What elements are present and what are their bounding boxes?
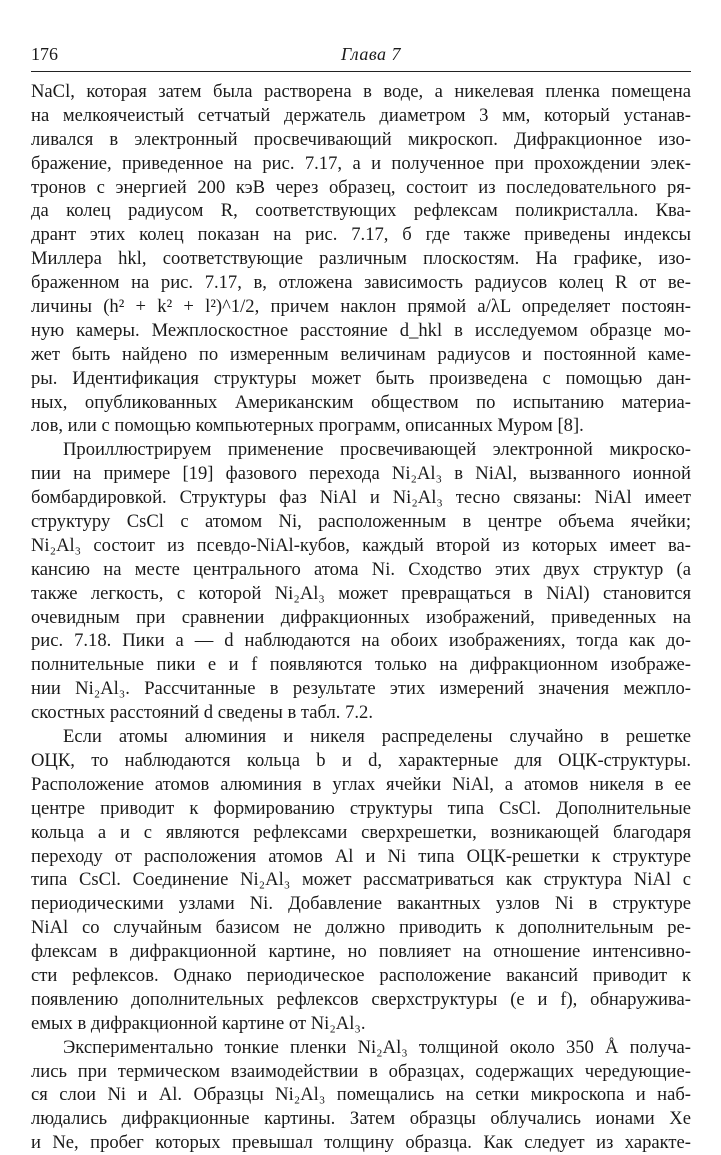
header-rule	[31, 71, 691, 72]
text-line: пии на примере [19] фазового перехода Ni₂Al₃ в NiAl, вызванного ионной	[31, 463, 691, 485]
text-line: рис. 7.18. Пики a — d наблюдаются на обоих изображениях, тогда как до-	[31, 630, 691, 652]
text-line: Экспериментально тонкие пленки Ni₂Al₃ толщиной около 350 Å получа-	[63, 1036, 691, 1058]
text-line: Миллера hkl, соответствующие различным плоскостям. На графике, изо-	[31, 248, 691, 270]
text-line: полнительные пики e и f появляются только на дифракционном изображе-	[31, 654, 691, 676]
text-line: ры. Идентификация структуры может быть произведена с помощью дан-	[31, 367, 691, 389]
text-line: лов, или с помощью компьютерных программ, описанных Муром [8].	[31, 415, 584, 437]
text-line: флексам в дифракционной картине, но повлияет на отношение интенсивно-	[31, 941, 691, 963]
text-line: Ni₂Al₃ состоит из псевдо-NiAl-кубов, каждый второй из которых имеет ва-	[31, 534, 691, 556]
text-line: кансию на месте центрального атома Ni. Сходство этих двух структур (а	[31, 558, 691, 580]
text-line: структуру CsCl с атомом Ni, расположенным в центре объема ячейки;	[31, 511, 691, 533]
text-line: ную камеры. Межплоскостное расстояние d_hkl в исследуемом образце мо-	[31, 319, 691, 341]
text-line: типа CsCl. Соединение Ni₂Al₃ может рассматриваться как структура NiAl с	[31, 869, 691, 891]
text-line: скостных расстояний d сведены в табл. 7.2.	[31, 702, 373, 724]
text-line: Проиллюстрируем применение просвечивающей электронной микроско-	[63, 439, 691, 461]
text-line: NiAl со случайным базисом не должно приводить к дополнительным ре-	[31, 917, 691, 939]
text-line: личины (h² + k² + l²)^1/2, причем наклон прямой a/λL определяет постоян-	[31, 296, 691, 318]
body-text	[31, 80, 691, 1155]
text-line: ных, опубликованных Американским обществом по испытанию материа-	[31, 391, 691, 413]
text-line: бомбардировкой. Структуры фаз NiAl и Ni₂Al₃ тесно связаны: NiAl имеет	[31, 487, 691, 509]
text-line: центре приводит к формированию структуры типа CsCl. Дополнительные	[31, 797, 691, 819]
text-line: бражение, приведенное на рис. 7.17, a и полученное при прохождении элек-	[31, 152, 691, 174]
page-header	[31, 44, 691, 68]
text-line: сти рефлексов. Однако периодическое расположение вакансий приводит к	[31, 964, 691, 986]
text-line: кольца a и c являются рефлексами сверхрешетки, возникающей благодаря	[31, 821, 691, 843]
text-line: лись при термическом взаимодействии в образцах, содержащих чередующие-	[31, 1060, 691, 1082]
text-line: ливался в электронный просвечивающий микроскоп. Дифракционное изо-	[31, 128, 691, 150]
text-line: жет быть найдено по измеренным величинам радиусов и постоянной каме-	[31, 343, 691, 365]
text-line: и Ne, пробег которых превышал толщину образца. Как следует из характе-	[31, 1132, 691, 1154]
text-line: на мелкоячеистый сетчатый держатель диаметром 3 мм, который устанав-	[31, 104, 691, 126]
text-line: периодическими узлами Ni. Добавление вакантных узлов Ni в структуре	[31, 893, 691, 915]
text-line: ся слои Ni и Al. Образцы Ni₂Al₃ помещались на сетки микроскопа и наб-	[31, 1084, 691, 1106]
text-line: переходу от расположения атомов Al и Ni типа ОЦК-решетки к структуре	[31, 845, 691, 867]
text-line: очевидным при сравнении дифракционных изображений, приведенных на	[31, 606, 691, 628]
text-line: нии Ni₂Al₃. Рассчитанные в результате этих измерений значения межпло-	[31, 678, 691, 700]
text-line: браженном на рис. 7.17, в, отложена зависимость радиусов колец R от ве-	[31, 272, 691, 294]
text-line: дрант этих колец показан на рис. 7.17, б где также приведены индексы	[31, 224, 691, 246]
text-line: ОЦК, то наблюдаются кольца b и d, характерные для ОЦК-структуры.	[31, 749, 691, 771]
text-line: Расположение атомов алюминия в углах ячейки NiAl, а атомов никеля в ее	[31, 773, 691, 795]
page-number: 176	[31, 44, 58, 64]
text-line: емых в дифракционной картине от Ni₂Al₃.	[31, 1012, 366, 1034]
text-line: Если атомы алюминия и никеля распределены случайно в решетке	[63, 726, 691, 748]
running-title: Глава 7	[341, 44, 402, 64]
text-line: появлению дополнительных рефлексов сверхструктуры (e и f), обнаружива-	[31, 988, 691, 1010]
text-line: NaCl, которая затем была растворена в воде, а никелевая пленка помещена	[31, 81, 691, 102]
text-line: людались дифракционные картины. Затем образцы облучались ионами Xe	[31, 1108, 691, 1130]
text-line: также легкость, с которой Ni₂Al₃ может превращаться в NiAl) становится	[31, 582, 691, 604]
text-line: тронов с энергией 200 кэВ через образец, состоит из последовательного ря-	[31, 176, 691, 198]
text-line: да колец радиусом R, соответствующих рефлексам поликристалла. Ква-	[31, 200, 691, 222]
